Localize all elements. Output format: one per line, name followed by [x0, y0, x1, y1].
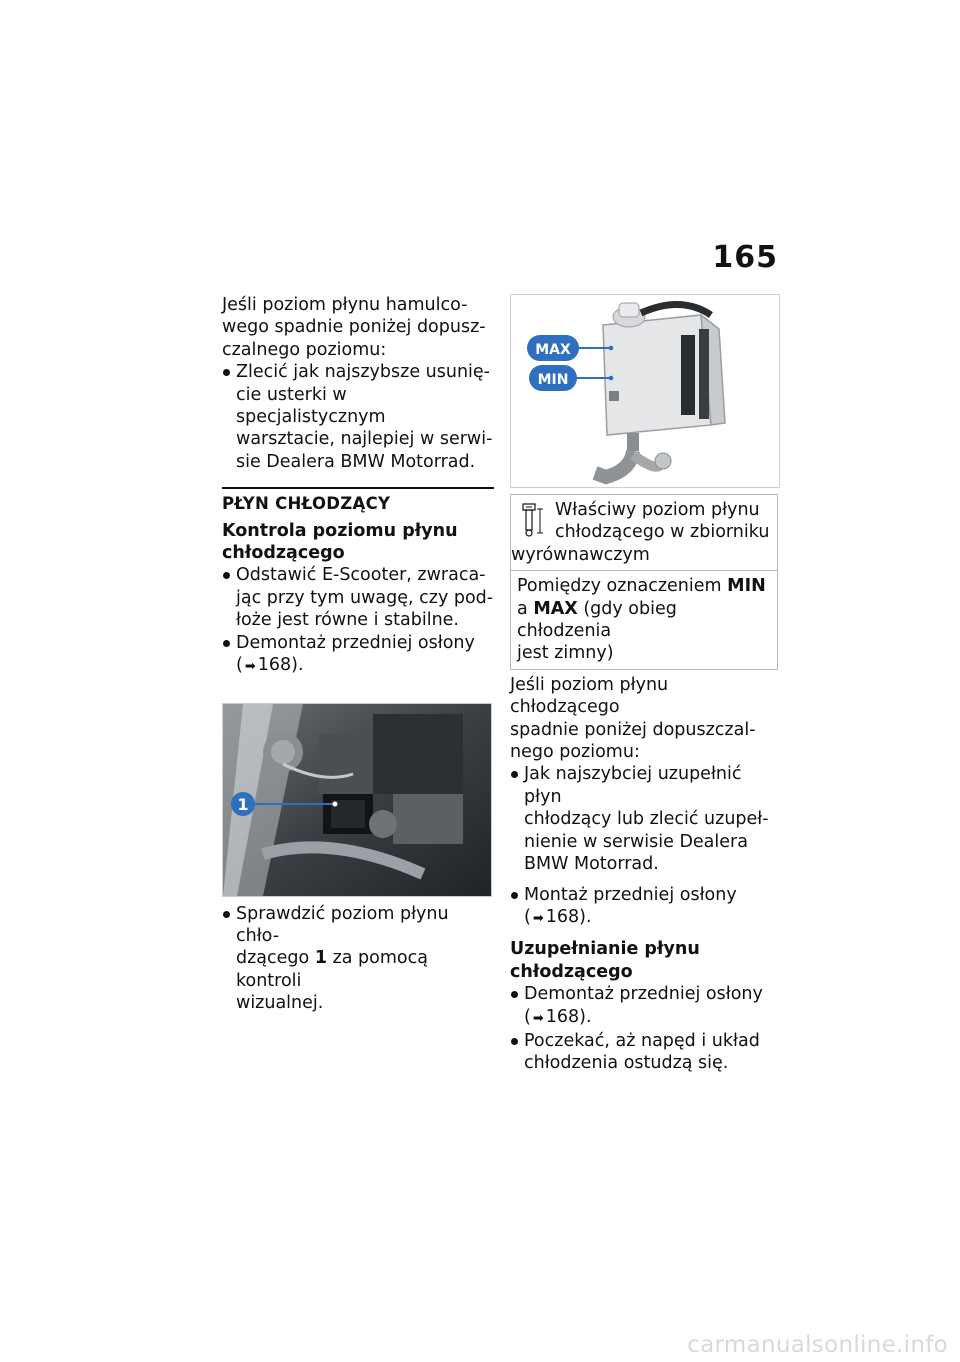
min-label: MIN: [537, 372, 569, 388]
bullet-brake-repair: Zlecić jak najszybsze usunię- cie usterki w specjalistycznym warsztacie, najlepiej w serwi- sie Dealera BMW Motorrad.: [222, 361, 494, 473]
subhead-check-coolant: Kontrola poziomu płynu chłodzącego: [222, 520, 458, 564]
coolant-spec-table: [510, 494, 778, 670]
spec-label-row: [511, 495, 778, 571]
page-reference[interactable]: ( ➡ 168).: [524, 1007, 592, 1027]
arrow-right-icon: ➡: [532, 910, 544, 926]
bullet-remove-cover-2: Demontaż przedniej osłony ( ➡ 168).: [510, 983, 780, 1030]
low-level-paragraph: Jeśli poziom płynu chłodzącego spadnie poniżej dopuszczal- nego poziomu:: [510, 674, 756, 763]
max-label: MAX: [535, 342, 571, 358]
page-number: 165: [712, 240, 778, 275]
bullet-check-level: Sprawdzić poziom płynu chło- dzącego 1 za pomocą kontroli wizualnej.: [222, 903, 494, 1015]
expansion-tank-photo: [510, 294, 780, 488]
arrow-right-icon: ➡: [532, 1010, 544, 1026]
bullet-remove-cover: Demontaż przedniej osłony ( ➡ 168).: [222, 632, 494, 679]
item-number: 1: [314, 948, 327, 969]
intro-paragraph: Jeśli poziom płynu hamulco- wego spadnie poniżej dopusz- czalnego poziomu:: [222, 295, 486, 360]
page-reference[interactable]: ( ➡ 168).: [236, 655, 304, 675]
bullet-top-up: Jak najszybciej uzupełnić płyn chłodzący lub zlecić uzupeł- nienie w serwisie Dealera BMW Motorrad.: [510, 763, 780, 875]
bullet-wait-cool: Poczekać, aż napęd i układ chłodzenia ostudzą się.: [510, 1030, 780, 1075]
coolant-reservoir-photo: [222, 703, 492, 897]
spec-label-cell: Właściwy poziom płynu chłodzącego w zbiorniku wyrównawczym: [511, 495, 778, 571]
callout-label: 1: [237, 794, 249, 814]
page-reference[interactable]: ( ➡ 168).: [524, 907, 592, 927]
spec-value-row: [511, 571, 778, 670]
arrow-right-icon: ➡: [244, 659, 256, 675]
left-column: [222, 294, 494, 1015]
section-rule: [222, 487, 494, 489]
right-column: [510, 294, 780, 1075]
level-gauge-icon: [521, 503, 547, 537]
section-title: PŁYN CHŁODZĄCY: [222, 494, 391, 514]
engine-bay-illustration: [223, 704, 491, 896]
watermark: carmanualsonline.info: [687, 1332, 948, 1358]
spec-value-cell: Pomiędzy oznaczeniem MIN a MAX (gdy obieg chłodzenia jest zimny): [511, 571, 778, 670]
bullet-park-scooter: Odstawić E-Scooter, zwraca- jąc przy tym uwagę, czy pod- łoże jest równe i stabilne.: [222, 564, 494, 631]
subhead-refill-coolant: Uzupełnianie płynu chłodzącego: [510, 939, 700, 982]
expansion-tank-illustration: [511, 295, 779, 487]
bullet-install-cover: Montaż przedniej osłony ( ➡ 168).: [510, 884, 780, 931]
